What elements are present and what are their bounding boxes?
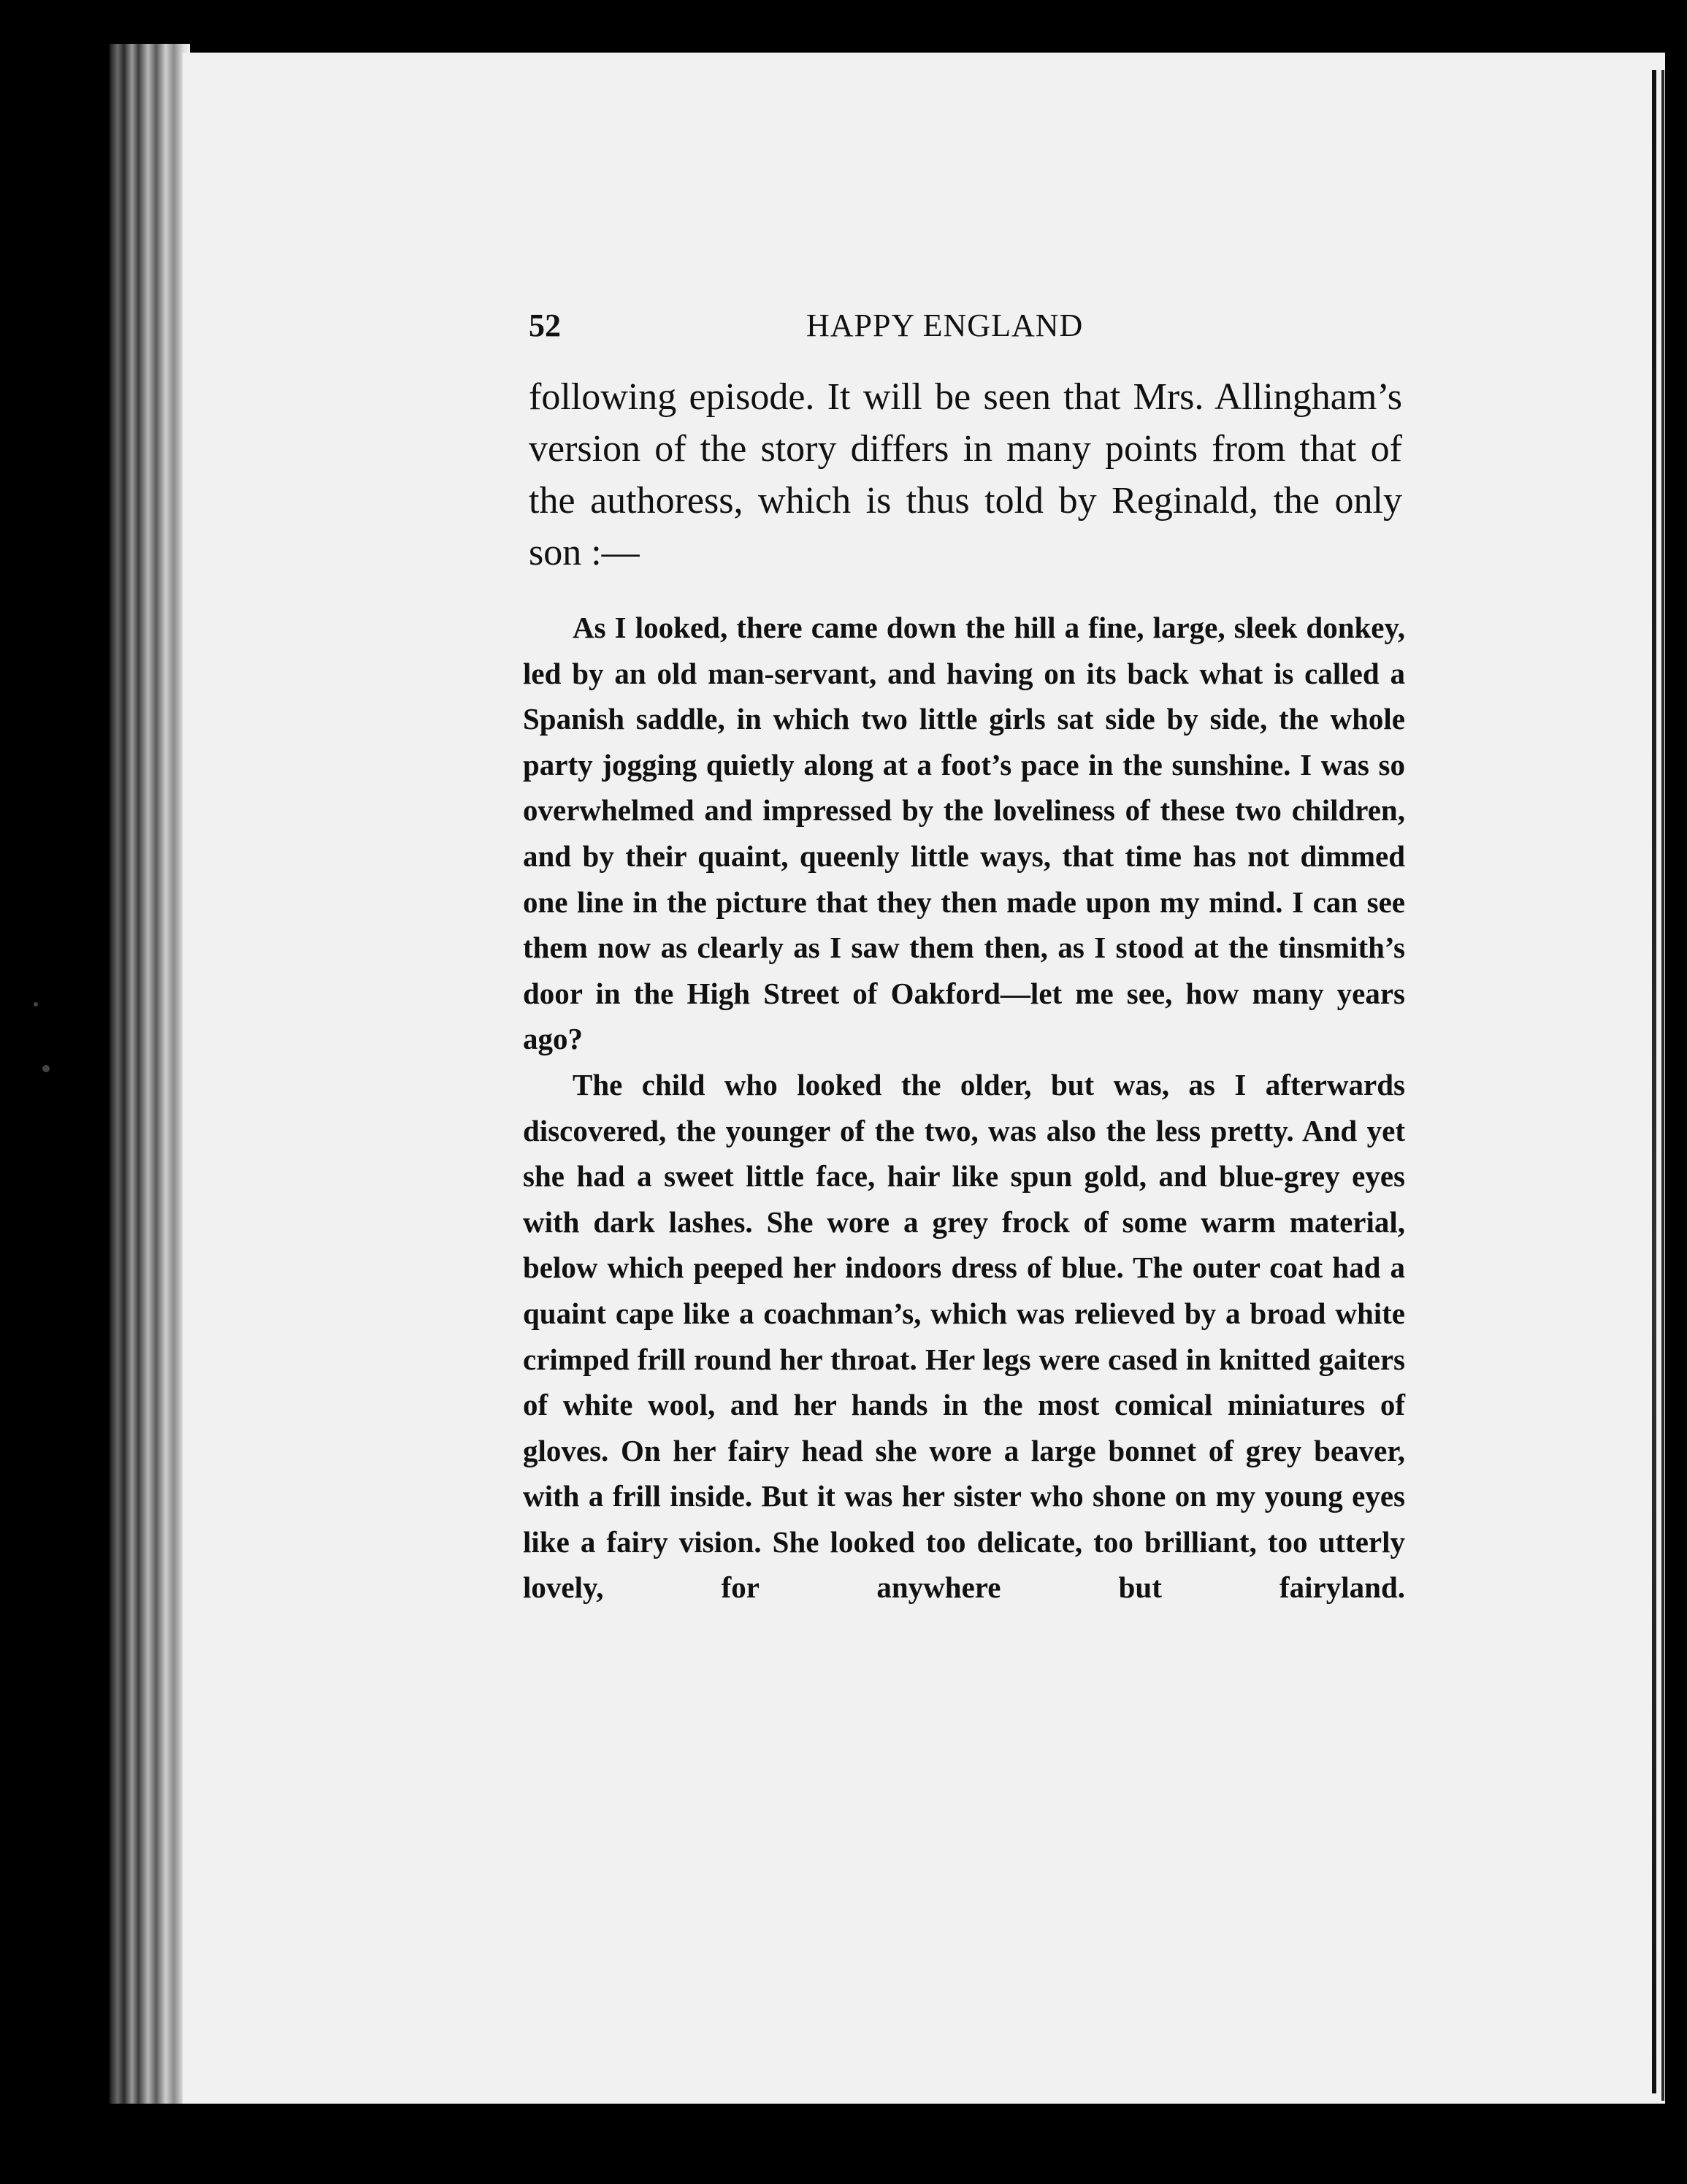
intro-paragraph: following episode. It will be seen that Mrs. Allingham’s version of the story differs in many points from that of the authoress, which is thus told by Reginald, the only son :— — [529, 376, 1402, 573]
page-edge-line — [1652, 70, 1656, 2093]
page-edge-line-outer — [1661, 70, 1664, 2101]
running-title: HAPPY ENGLAND — [806, 308, 1084, 343]
scan-speck — [34, 1002, 38, 1007]
quote-paragraph: As I looked, there came down the hill a fine, large, sleek donkey, led by an old man-servant, and having on its back what is called a Spanish saddle, in which two little girls sat side by side, the whole party jogging quietly along at a foot’s pace in the sunshine. I was so overwhelmed and impressed by the loveliness of these two children, and by their quaint, queenly little ways, that time has not dimmed one line in the picture that they then made upon my mind. I can see them now as clearly as I saw them then, as I stood at the tinsmith’s door in the High Street of Oakford—let me see, how many years ago? — [523, 611, 1405, 1056]
page-header — [529, 307, 1412, 348]
scan-speck — [42, 1065, 50, 1072]
block-quotation — [523, 605, 1405, 1611]
book-binding-gutter — [110, 44, 190, 2104]
page-number: 52 — [529, 308, 561, 343]
quote-paragraph: The child who looked the older, but was, as I afterwards discovered, the younger of the two, was also the less pretty. And yet she had a sweet little face, hair like spun gold, and blue-grey eyes with dark lashes. She wore a grey frock of some warm material, below which peeped her indoors dress of blue. The outer coat had a quaint cape like a coachman’s, which was relieved by a broad white crimped frill round her throat. Her legs were cased in knitted gaiters of white wool, and her hands in the most comical miniatures of gloves. On her fairy head she wore a large bonnet of grey beaver, with a frill inside. But it was her sister who shone on my young eyes like a fairy vision. She looked too delicate, too brilliant, too utterly lovely, for anywhere but fairyland. — [523, 1067, 1405, 1605]
